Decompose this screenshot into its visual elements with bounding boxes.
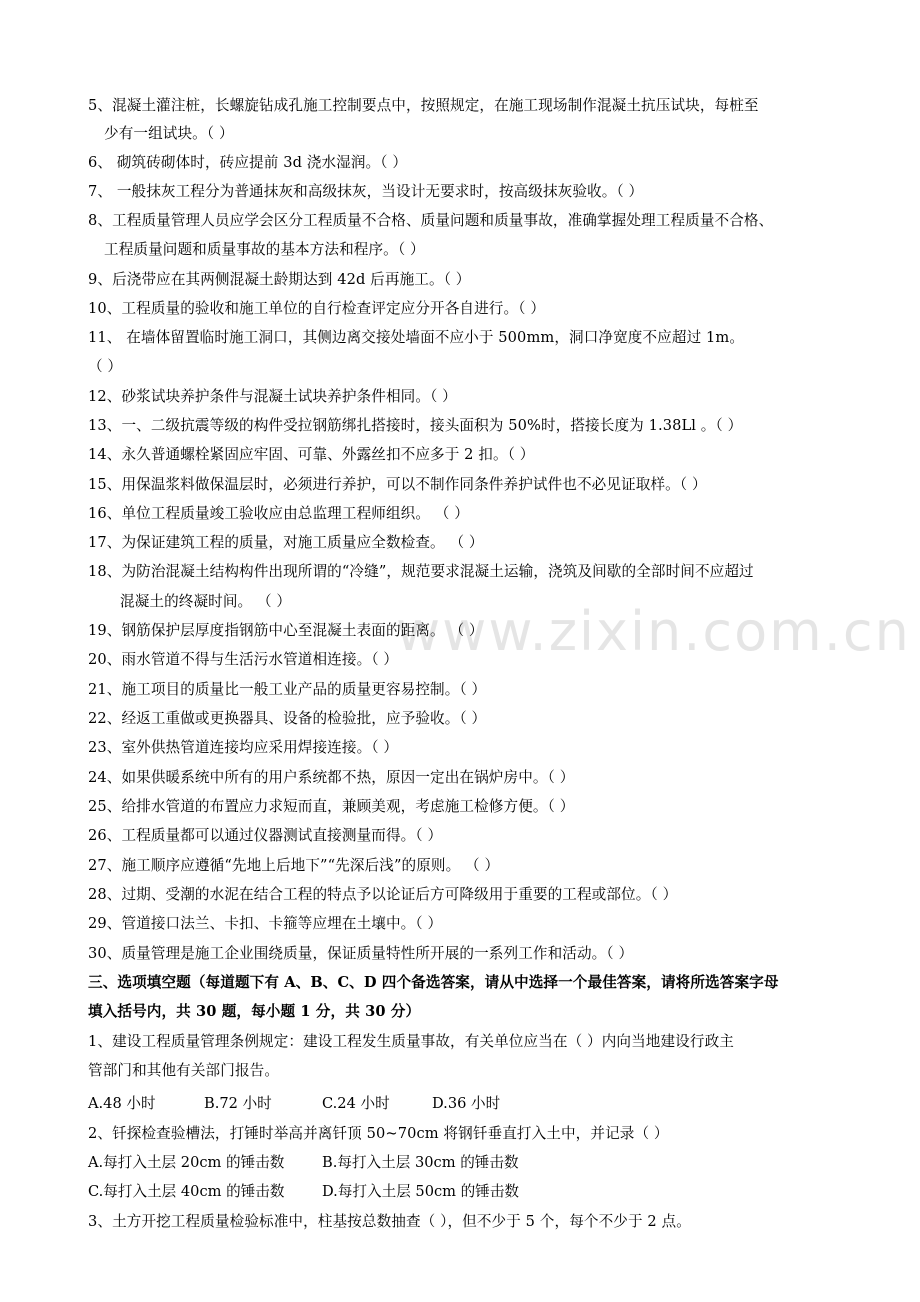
question-line: 21、施工项目的质量比一般工业产品的质量更容易控制。（ ） (88, 681, 487, 698)
question-line: 28、过期、受潮的水泥在结合工程的特点予以论证后方可降级用于重要的工程或部位。（ ） (88, 886, 678, 903)
question-line: 12、砂浆试块养护条件与混凝土试块养护条件相同。（ ） (88, 388, 457, 405)
question-line: 13、一、二级抗震等级的构件受拉钢筋绑扎搭接时，接头面积为 50%时，搭接长度为 1.38Ll 。（ ） (88, 417, 743, 434)
answer-option: D.36 小时 (432, 1095, 501, 1112)
question-line: 11、 在墙体留置临时施工洞口，其侧边离交接处墙面不应小于 500mm，洞口净宽度不应超过 1m。 (88, 329, 745, 346)
question-line: 5、混凝土灌注桩，长螺旋钻成孔施工控制要点中，按照规定，在施工现场制作混凝土抗压试块，每桩至 (88, 97, 759, 114)
question-line: 30、质量管理是施工企业围绕质量，保证质量特性所开展的一系列工作和活动。（ ） (88, 945, 634, 962)
answer-option: C.每打入土层 40cm 的锤击数 (88, 1183, 285, 1200)
answer-option: D.每打入土层 50cm 的锤击数 (322, 1183, 520, 1200)
answer-option: A.每打入土层 20cm 的锤击数 (88, 1154, 285, 1171)
question-line: 29、管道接口法兰、卡扣、卡箍等应埋在土壤中。（ ） (88, 915, 443, 932)
question-line: 16、单位工程质量竣工验收应由总监理工程师组织。 （ ） (88, 505, 469, 522)
question-line: 工程质量问题和质量事故的基本方法和程序。（ ） (104, 241, 425, 258)
answer-option: A.48 小时 (88, 1095, 156, 1112)
question-line: 7、 一般抹灰工程分为普通抹灰和高级抹灰，当设计无要求时，按高级抹灰验收。（ ） (88, 183, 644, 200)
question-line: 24、如果供暖系统中所有的用户系统都不热，原因一定出在锅炉房中。（ ） (88, 769, 575, 786)
question-line: 10、工程质量的验收和施工单位的自行检查评定应分开各自进行。（ ） (88, 300, 546, 317)
question-line: 混凝土的终凝时间。 （ ） (120, 593, 292, 610)
question-line: 22、经返工重做或更换器具、设备的检验批，应予验收。（ ） (88, 710, 487, 727)
question-line: 3、土方开挖工程质量检验标准中，柱基按总数抽查（ ），但不少于 5 个，每个不少于 2 点。 (88, 1213, 691, 1230)
answer-option: C.24 小时 (322, 1095, 390, 1112)
section-heading-line: 填入括号内，共 30 题，每小题 1 分，共 30 分） (88, 1003, 421, 1020)
question-line: 2、钎探检查验槽法，打锤时举高并离钎顶 50~70cm 将钢钎垂直打入土中，并记录（ ） (88, 1125, 669, 1142)
question-line: 6、 砌筑砖砌体时，砖应提前 3d 浇水湿润。（ ） (88, 154, 408, 171)
watermark: www.zixin.com.cn (396, 600, 911, 663)
question-line: 23、室外供热管道连接均应采用焊接连接。（ ） (88, 739, 399, 756)
question-line: 1、建设工程质量管理条例规定：建设工程发生质量事故，有关单位应当在（ ）内向当地建设行政主 (88, 1033, 734, 1050)
question-line: 18、为防治混凝土结构构件出现所谓的“冷缝”，规范要求混凝土运输，浇筑及间歇的全部时间不应超过 (88, 563, 754, 580)
question-line: 20、雨水管道不得与生活污水管道相连接。（ ） (88, 651, 399, 668)
question-line: 19、钢筋保护层厚度指钢筋中心至混凝土表面的距离。 （ ） (88, 622, 484, 639)
answer-option: B.72 小时 (204, 1095, 272, 1112)
question-line: 9、后浇带应在其两侧混凝土龄期达到 42d 后再施工。（ ） (88, 271, 471, 288)
question-line: 25、给排水管道的布置应力求短而直，兼顾美观，考虑施工检修方便。（ ） (88, 798, 575, 815)
question-line: 27、施工顺序应遵循“先地上后地下”“先深后浅”的原则。 （ ） (88, 857, 500, 874)
section-heading-line: 三、选项填空题（每道题下有 A、B、C、D 四个备选答案，请从中选择一个最佳答案，请将所选答案字母 (88, 974, 779, 991)
question-line: 15、用保温浆料做保温层时，必须进行养护，可以不制作同条件养护试件也不必见证取样。（ ） (88, 476, 707, 493)
question-line: 管部门和其他有关部门报告。 (88, 1062, 280, 1079)
question-line: 8、工程质量管理人员应学会区分工程质量不合格、质量问题和质量事故，准确掌握处理工程质量不合格、 (88, 212, 774, 229)
answer-option: B.每打入土层 30cm 的锤击数 (322, 1154, 519, 1171)
question-line: 17、为保证建筑工程的质量，对施工质量应全数检查。 （ ） (88, 534, 484, 551)
question-line: 少有一组试块。（ ） (104, 125, 234, 142)
question-line: （ ） (88, 358, 123, 375)
question-line: 26、工程质量都可以通过仪器测试直接测量而得。（ ） (88, 827, 443, 844)
question-line: 14、永久普通螺栓紧固应牢固、可靠、外露丝扣不应多于 2 扣。（ ） (88, 446, 535, 463)
